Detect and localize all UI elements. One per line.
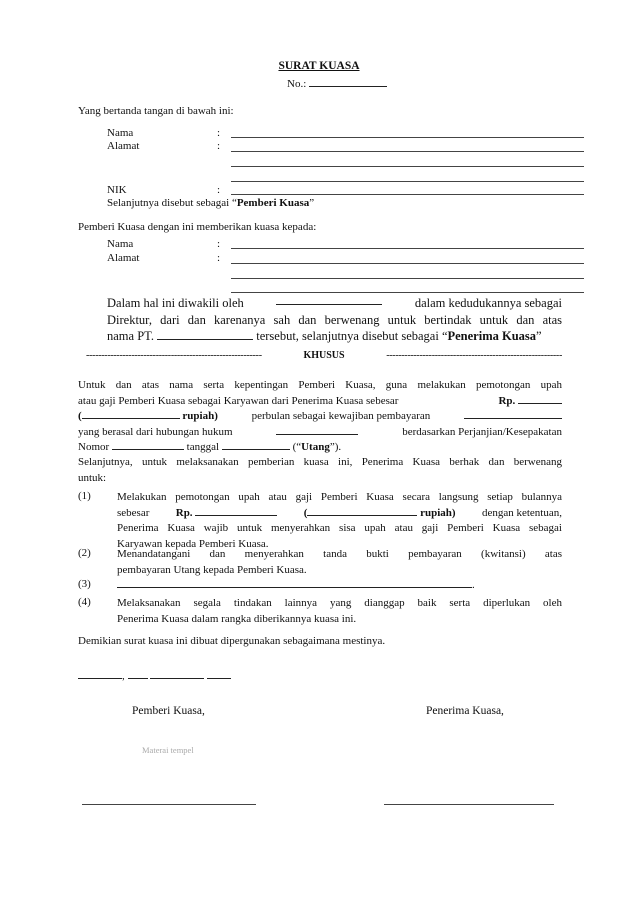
p2-line-2: untuk: [78, 471, 107, 484]
p1-text: perbulan sebagai kewajiban pembayaran [251, 410, 431, 422]
p1-line-1: Untuk dan atas nama serta kepentingan Pemberi Kuasa, guna melakukan pemotongan upah [78, 379, 562, 391]
rp-label: Rp. [175, 506, 193, 519]
place-date [78, 669, 231, 682]
nomor-label: Nomor [78, 441, 110, 453]
item-2 [117, 547, 562, 578]
penerima-diwakili-block [107, 295, 562, 345]
year-blank [207, 669, 231, 679]
p1-text: yang berasal dari hubungan hukum [78, 425, 233, 438]
p1-text: atau gaji Pemberi Kuasa sebagai Karyawan dari Penerima Kuasa sebesar [78, 394, 399, 407]
pemberi-nik-label: NIK [107, 184, 127, 196]
pemberi-alamat-label: Alamat [107, 140, 140, 152]
nomor-blank [112, 440, 184, 450]
amount-blank [195, 506, 277, 516]
penerima-kuasa-signature-label: Penerima Kuasa, [426, 705, 504, 717]
place-blank [78, 669, 122, 679]
document-title: SURAT KUASA [278, 60, 360, 72]
utang-term: Utang [301, 441, 330, 453]
diwakili-blank [276, 295, 382, 305]
khusus-label: KHUSUS [303, 350, 345, 361]
pt-blank [157, 330, 253, 340]
p1-text: berdasarkan Perjanjian/Kesepakatan [402, 425, 562, 438]
role-penerima-kuasa: Penerima Kuasa [447, 329, 537, 343]
penerima-signature-line [384, 804, 554, 805]
diwakili-text-1: Dalam hal ini diwakili oleh [107, 296, 244, 310]
item-number: (1) [78, 490, 91, 502]
tanggal-label: tanggal [186, 441, 220, 453]
penerima-alamat-line-1 [231, 263, 584, 264]
pemberi-alamat-line-3 [231, 181, 584, 182]
open-paren: ( [78, 410, 82, 422]
open-quote: (“ [292, 441, 302, 453]
rupiah-label: rupiah) [420, 506, 456, 519]
item-1 [117, 490, 562, 552]
colon: : [217, 140, 221, 152]
penerima-alamat-label: Alamat [107, 252, 140, 264]
pemberi-nama-line [231, 137, 584, 138]
p1-line-2 [78, 394, 562, 410]
penerima-selanjutnya-text: tersebut, selanjutnya disebut sebagai “ [256, 329, 448, 343]
divider-dashes-left: ---------------------------------------------------------- [86, 350, 262, 361]
pemberi-nama-label: Nama [107, 127, 134, 139]
open-paren: ( [303, 506, 308, 519]
item1-line-4: Karyawan kepada Pemberi Kuasa. [117, 537, 269, 550]
colon: : [217, 184, 221, 196]
divider-dashes-right: ---------------------------------------------------------- [386, 350, 562, 361]
close-quote: ”). [329, 441, 342, 453]
legal-relation-blank [276, 425, 358, 435]
pemberi-nik-line [231, 194, 584, 195]
item1-line-2 [117, 506, 562, 522]
close-quote: ” [309, 197, 315, 209]
diwakili-line-3 [107, 328, 562, 345]
amount-words-blank [82, 409, 180, 419]
month-blank [150, 669, 204, 679]
rupiah-label: rupiah) [182, 410, 218, 422]
item4-line-2: Penerima Kuasa dalam rangka diberikannya kuasa ini. [117, 612, 357, 625]
body-paragraph-2 [78, 455, 562, 486]
document-number [287, 77, 387, 90]
diwakili-line-2: Direktur, dari dan karenanya sah dan berwenang untuk bertindak untuk dan atas [107, 312, 562, 327]
item2-line-2: pembayaran Utang kepada Pemberi Kuasa. [117, 563, 307, 576]
p1-line-3 [78, 409, 562, 425]
item-number: (3) [78, 578, 91, 590]
pemberi-alamat-line-2 [231, 166, 584, 167]
p1-line-5 [78, 440, 562, 456]
diwakili-line-1 [107, 295, 562, 312]
obligation-blank [464, 409, 562, 419]
penerima-nama-label: Nama [107, 238, 134, 250]
pemberi-role-line [107, 197, 314, 209]
amount-blank [518, 394, 562, 404]
item1-line-1: Melakukan pemotongan upah atau gaji Pemberi Kuasa secara langsung setiap bulannya [117, 491, 562, 503]
tanggal-blank [222, 440, 290, 450]
penerima-alamat-line-3 [231, 292, 584, 293]
item-4 [117, 596, 562, 627]
item-3 [117, 578, 562, 594]
body-paragraph-1 [78, 378, 562, 456]
p2-line-1: Selanjutnya, untuk melaksanakan pemberian kuasa ini, Penerima Kuasa berhak dan berwenang [78, 456, 562, 468]
item1-line-3: Penerima Kuasa wajib untuk menyerahkan sisa upah atau gaji Pemberi Kuasa sebagai [117, 522, 562, 534]
sebesar-text: sebesar [117, 506, 150, 519]
closing-statement: Demikian surat kuasa ini dibuat dipergunakan sebagaimana mestinya. [78, 635, 386, 647]
day-blank [128, 669, 148, 679]
role-pemberi-kuasa: Pemberi Kuasa [236, 197, 310, 209]
pemberi-kuasa-signature-label: Pemberi Kuasa, [132, 705, 205, 717]
item-number: (4) [78, 596, 91, 608]
separator: , [122, 670, 125, 682]
pemberi-intro: Yang bertanda tangan di bawah ini: [78, 105, 234, 117]
item4-line-1: Melaksanakan segala tindakan lainnya yang dianggap baik serta diperlukan oleh [117, 597, 562, 609]
materai-placeholder: Materai tempel [142, 745, 194, 755]
item3-blank [117, 578, 472, 588]
ketentuan-text: dengan ketentuan, [481, 506, 562, 519]
colon: : [217, 238, 221, 250]
diwakili-text-2: dalam kedudukannya sebagai [414, 296, 562, 310]
item2-line-1: Menandatangani dan menyerahkan tanda bukti pembayaran (kwitansi) atas [117, 548, 562, 560]
colon: : [217, 127, 221, 139]
pemberi-signature-line [82, 804, 256, 805]
amount-words-blank [307, 506, 417, 516]
item-number: (2) [78, 547, 91, 559]
number-label: No.: [287, 78, 307, 90]
pemberi-alamat-line-1 [231, 151, 584, 152]
penerima-intro: Pemberi Kuasa dengan ini memberikan kuasa kepada: [78, 221, 317, 233]
khusus-divider [86, 350, 562, 361]
colon: : [217, 252, 221, 264]
penerima-nama-line [231, 248, 584, 249]
p1-line-4 [78, 425, 562, 441]
penerima-alamat-line-2 [231, 278, 584, 279]
rp-label: Rp. [498, 394, 516, 407]
close-quote: ” [536, 329, 542, 343]
selanjutnya-text: Selanjutnya disebut sebagai “ [107, 197, 237, 209]
nama-pt-text: nama PT. [107, 329, 154, 343]
number-blank [309, 77, 387, 87]
period: . [472, 579, 475, 591]
